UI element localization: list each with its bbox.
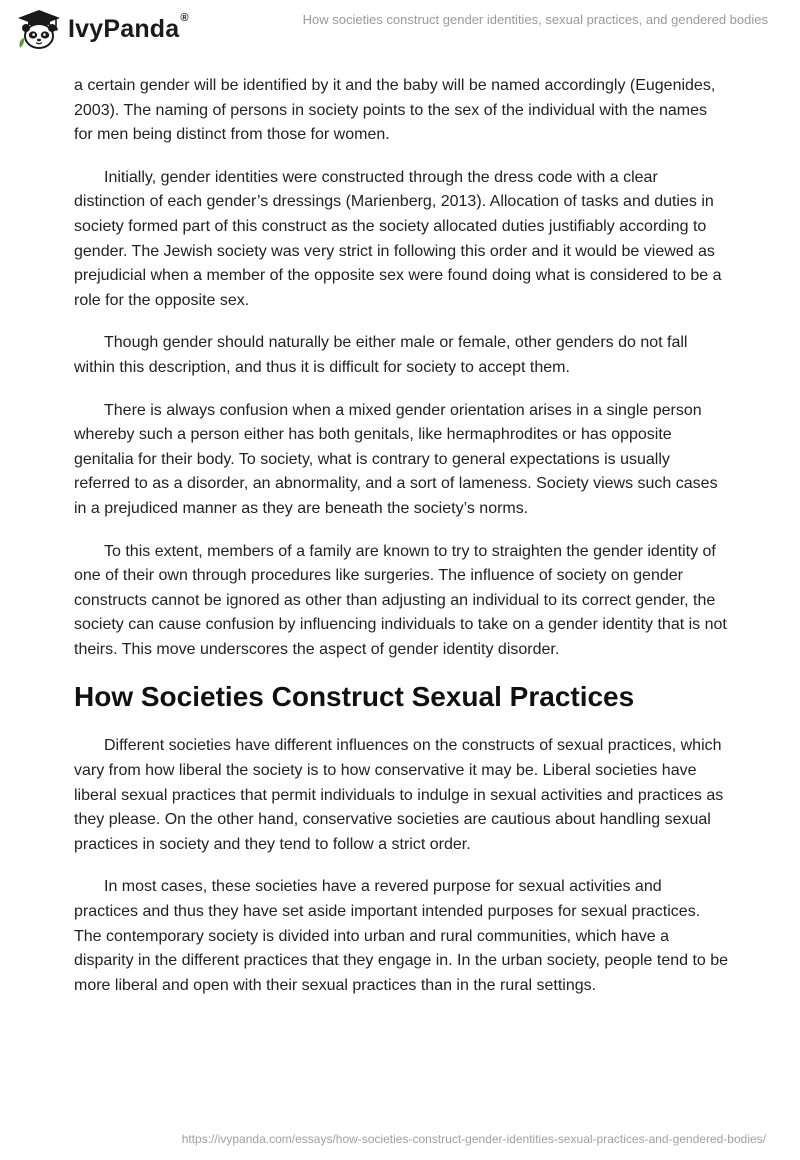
paragraph: In most cases, these societies have a revered purpose for sexual activities and practices and thus they have set aside important intended purposes for sexual practices. The contemporary society is divided into urban and rural communities, which have a disparity in the different practices that they engage in. In the urban society, people tend to be more liberal and open with their sexual practices than in the rural settings. [74,878,729,994]
document-title: How societies construct gender identities, sexual practices, and gendered bodies [302,12,768,27]
page-header [0,0,800,64]
paragraph: There is always confusion when a mixed gender orientation arises in a single person whereby such a person either has both genitals, like hermaphrodites or has opposite genitalia for their body. To society, what is contrary to general expectations is usually referred to as a disorder, an abnormality, and a sort of lameness. Society views such cases in a prejudiced manner as they are beneath the society’s norms. [74,401,718,517]
paragraph: Though gender should naturally be either male or female, other genders do not fall within this description, and thus it is difficult for society to accept them. [74,334,688,376]
paragraph: Initially, gender identities were constructed through the dress code with a clear distinction of each gender’s dressings (Marienberg, 2013). Allocation of tasks and duties in society formed part of this construct as the society allocated duties justifiably according to gender. The Jewish society was very strict in following this order and it would be viewed as prejudicial when a member of the opposite sex were found doing what is considered to be a role for the opposite sex. [74,168,722,309]
panda-graduate-icon [16,8,62,50]
section-heading: How Societies Construct Sexual Practices [74,681,635,713]
brand-logo[interactable] [16,8,189,50]
essay-body [74,74,730,1016]
brand-name: IvyPanda® [68,11,189,43]
paragraph: Different societies have different influences on the constructs of sexual practices, which vary from how liberal the society is to how conservative it may be. Liberal societies have liberal sexual practices that permit individuals to indulge in sexual activities and practices as they please. On the other hand, conservative societies are cautious about handling sexual practices in society and they tend to follow a strict order. [74,737,724,853]
registered-mark: ® [180,11,189,24]
source-url[interactable]: https://ivypanda.com/essays/how-societies-construct-gender-identities-sexual-practices-and-gendered-bodies/ [181,1132,766,1146]
paragraph: To this extent, members of a family are known to try to straighten the gender identity of one of their own through procedures like surgeries. The influence of society on gender constructs cannot be ignored as other than adjusting an individual to its correct gender, the society can cause confusion by influencing individuals to take on a gender identity that is not theirs. This move underscores the aspect of gender identity disorder. [74,542,727,658]
paragraph: a certain gender will be identified by it and the baby will be named accordingly (Eugenides, 2003). The naming of persons in society points to the sex of the individual with the names for men being distinct from those for women. [74,77,716,144]
